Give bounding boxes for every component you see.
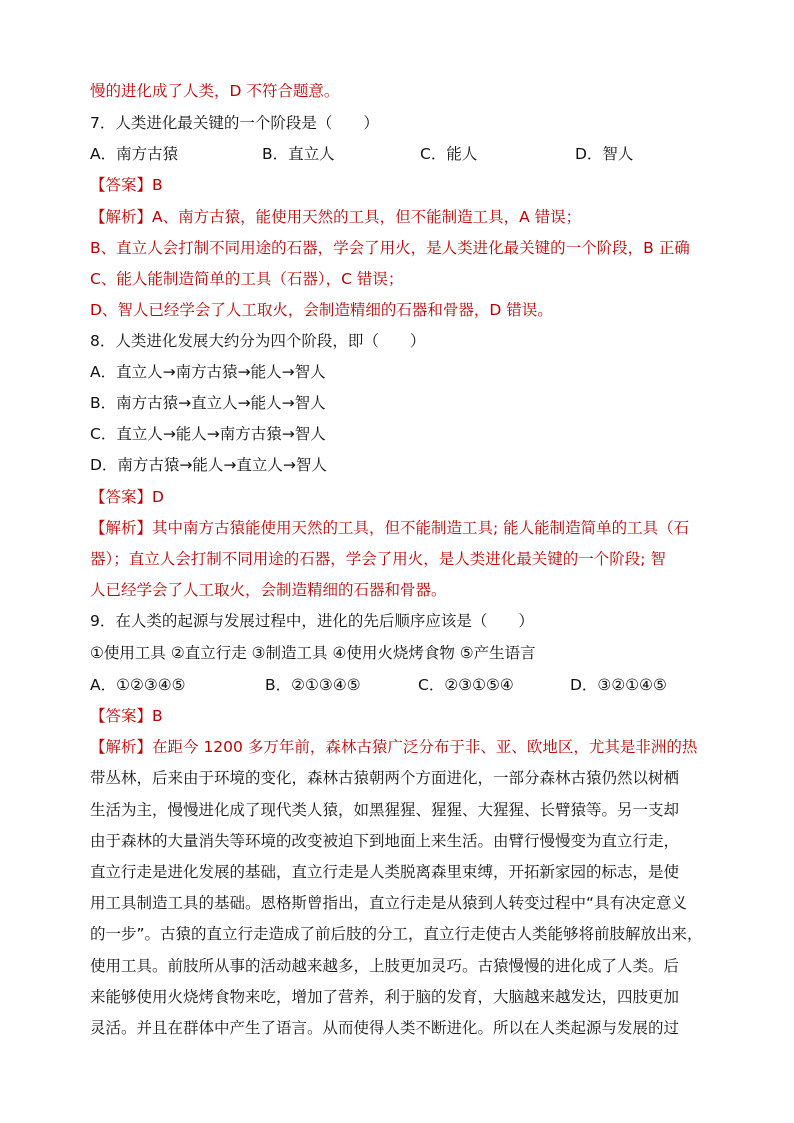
question-9-stem: 9．在人类的起源与发展过程中，进化的先后顺序应该是（ ） <box>90 612 534 630</box>
q9-option-c: C．②③①⑤④ <box>418 676 514 694</box>
answer-tag: 【答案】 <box>90 707 153 725</box>
q7-answer <box>90 175 710 195</box>
q9-analysis-line-10: 灵活。并且在群体中产生了语言。从而使得人类不断进化。所以在人类起源与发展的过 <box>90 1019 680 1037</box>
question-9-options <box>90 675 710 695</box>
q9-analysis-line-8: 使用工具。前肢所从事的活动越来越多，上肢更加灵巧。古猿慢慢的进化成了人类。后 <box>90 957 680 975</box>
question-7-stem: 7．人类进化最关键的一个阶段是（ ） <box>90 114 379 132</box>
q7-option-b: B．直立人 <box>262 145 335 163</box>
q8-option-c: C．直立人→能人→南方古猿→智人 <box>90 425 326 443</box>
q9-answer <box>90 706 710 726</box>
analysis-tag: 【解析】 <box>90 208 153 226</box>
q7-analysis-line-3: C、能人能制造简单的工具（石器），C 错误； <box>90 270 404 288</box>
analysis-tag: 【解析】 <box>90 738 153 756</box>
q9-analysis-line-7: 的一步”。古猿的直立行走造成了前后肢的分工，直立行走使古人类能够将前肢解放出来， <box>90 925 703 943</box>
q9-analysis-line-4: 由于森林的大量消失等环境的改变被迫下到地面上来生活。由臂行慢慢变为直立行走， <box>90 832 680 850</box>
q7-analysis-line-2: B、直立人会打制不同用途的石器，学会了用火，是人类进化最关键的一个阶段，B 正确 <box>90 239 690 257</box>
answer-value: D <box>152 488 164 506</box>
q7-option-c: C．能人 <box>420 145 478 163</box>
q7-analysis-line-4: D、智人已经学会了人工取火，会制造精细的石器和骨器，D 错误。 <box>90 301 553 319</box>
q9-analysis-line-2: 带丛林，后来由于环境的变化，森林古猿朝两个方面进化，一部分森林古猿仍然以树栖 <box>90 769 680 787</box>
q9-option-d: D．③②①④⑤ <box>570 676 667 694</box>
q9-analysis-line-5: 直立行走是进化发展的基础，直立行走是人类脱离森里束缚，开拓新家园的标志，是使 <box>90 863 680 881</box>
q9-analysis-line-1: 【解析】在距今 1200 多万年前，森林古猿广泛分布于非、亚、欧地区，尤其是非洲的热 <box>90 738 698 756</box>
q9-items: ①使用工具 ②直立行走 ③制造工具 ④使用火烧烤食物 ⑤产生语言 <box>90 644 536 662</box>
answer-tag: 【答案】 <box>90 176 153 194</box>
q8-answer <box>90 487 710 507</box>
q9-option-a: A．①②③④⑤ <box>90 676 186 694</box>
q9-analysis-line-6: 用工具制造工具的基础。恩格斯曾指出，直立行走是从猿到人转变过程中“具有决定意义 <box>90 894 688 912</box>
q8-analysis-line-1: 【解析】其中南方古猿能使用天然的工具，但不能制造工具; 能人能制造简单的工具（石 <box>90 519 690 537</box>
q9-option-b: B．②①③④⑤ <box>265 676 361 694</box>
q7-analysis-line-1: 【解析】A、南方古猿，能使用天然的工具，但不能制造工具，A 错误； <box>90 208 582 226</box>
q8-option-b: B．南方古猿→直立人→能人→智人 <box>90 394 326 412</box>
q7-option-a: A．南方古猿 <box>90 145 179 163</box>
q8-analysis-line-2: 器）；直立人会打制不同用途的石器，学会了用火，是人类进化最关键的一个阶段; 智 <box>90 550 666 568</box>
q8-option-d: D．南方古猿→能人→直立人→智人 <box>90 456 327 474</box>
q9-analysis-line-3: 生活为主，慢慢进化成了现代类人猿，如黑猩猩、猩猩、大猩猩、长臂猿等。另一支却 <box>90 801 680 819</box>
question-8-stem: 8．人类进化发展大约分为四个阶段，即（ ） <box>90 332 426 350</box>
previous-analysis-tail: 慢的进化成了人类，D 不符合题意。 <box>90 82 340 100</box>
q7-option-d: D．智人 <box>575 145 634 163</box>
answer-tag: 【答案】 <box>90 488 153 506</box>
analysis-tag: 【解析】 <box>90 519 153 537</box>
answer-value: B <box>152 707 163 725</box>
question-7-options <box>90 144 710 164</box>
q8-option-a: A．直立人→南方古猿→能人→智人 <box>90 363 326 381</box>
q9-analysis-line-9: 来能够使用火烧烤食物来吃，增加了营养，利于脑的发育，大脑越来越发达，四肢更加 <box>90 988 680 1006</box>
q8-analysis-line-3: 人已经学会了人工取火，会制造精细的石器和骨器。 <box>90 581 447 599</box>
answer-value: B <box>152 176 163 194</box>
